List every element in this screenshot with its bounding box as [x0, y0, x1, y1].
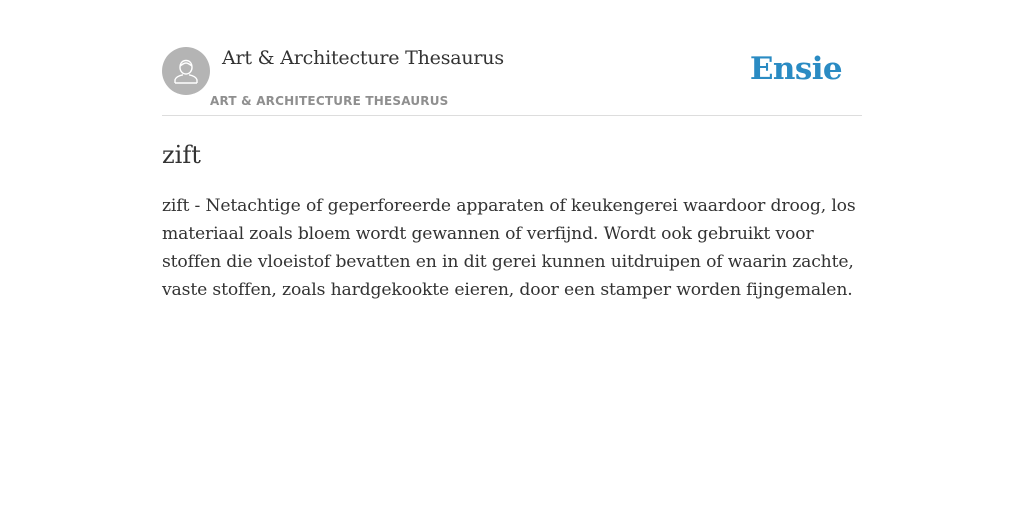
avatar[interactable] [162, 47, 210, 95]
entry-header [162, 0, 862, 116]
user-icon [171, 56, 201, 86]
page-container [162, 0, 862, 512]
source-label[interactable]: ART & ARCHITECTURE THESAURUS [210, 94, 449, 108]
author-name[interactable]: Art & Architecture Thesaurus [222, 47, 504, 69]
ensie-logo[interactable]: Ensie [749, 51, 842, 87]
term-definition: zift - Netachtige of geperforeerde apparaten of keukengerei waardoor droog, los materiaal zoals bloem wordt gewannen of verfijnd. Wordt ook gebruikt voor stoffen die vloeistof bevatten en in dit gerei kunnen uitdruipen of waarin zachte, vaste stoffen, zoals hardgekookte eieren, door een stamper worden fijngemalen. [162, 196, 856, 300]
term-title: zift [162, 141, 201, 169]
